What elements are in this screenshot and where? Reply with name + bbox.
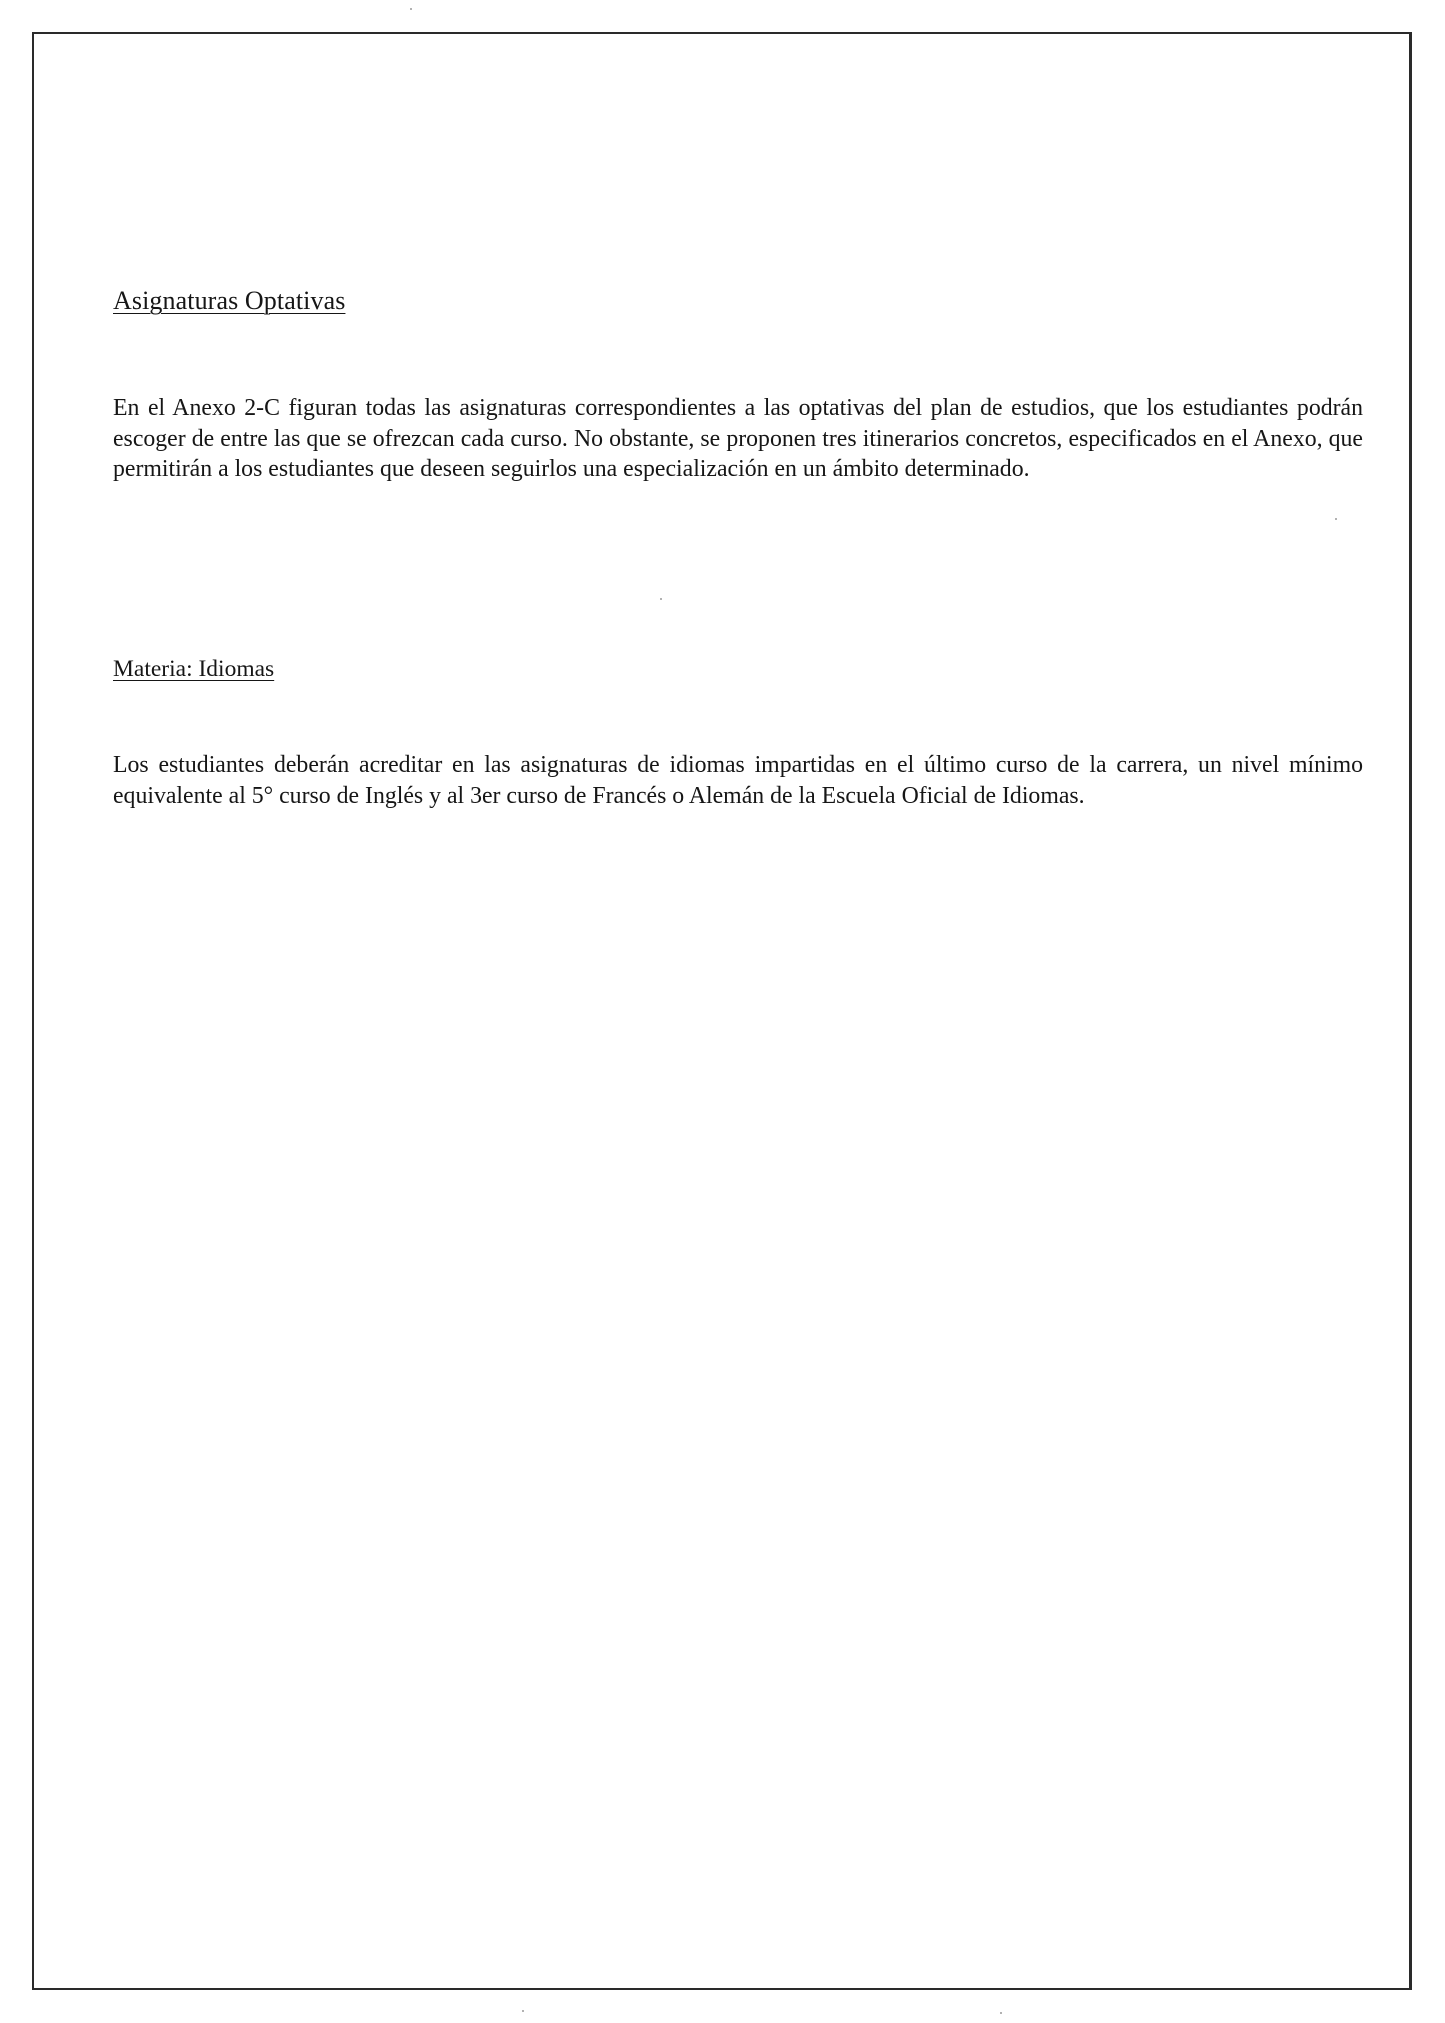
scan-speck [660,598,662,600]
section-heading-materia-idiomas: Materia: Idiomas [113,656,275,682]
page-border [32,32,1412,1990]
section-heading-asignaturas-optativas: Asignaturas Optativas [113,286,346,315]
section-paragraph-idiomas: Los estudiantes deberán acreditar en las asignaturas de idiomas impartidas en el último curso de la carrera, un nivel mínimo equivalente al 5° curso de Inglés y al 3er curso de Francés o Alemán de la Escuela Oficial de Idiomas. [113,752,1363,809]
scan-speck [1335,518,1337,520]
scan-speck [1000,2012,1002,2014]
scan-speck [410,8,412,10]
scan-speck [522,2010,524,2012]
section-paragraph-optativas: En el Anexo 2-C figuran todas las asignaturas correspondientes a las optativas del plan de estudios, que los estudiantes podrán escoger de entre las que se ofrezcan cada curso. No obstante, se proponen tres itinerarios concretos, especificados en el Anexo, que permitirán a los estudiantes que deseen seguirlos una especialización en un ámbito determinado. [113,395,1363,482]
